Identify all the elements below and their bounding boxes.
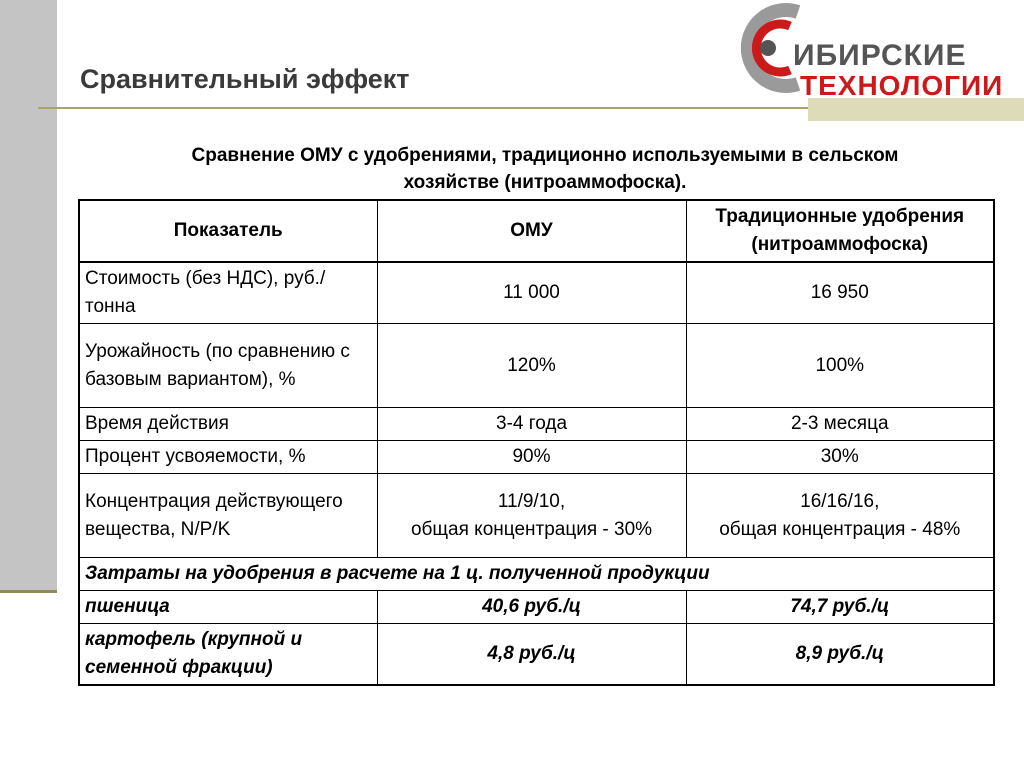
page-title: Сравнительный эффект bbox=[80, 64, 410, 94]
left-decor-line bbox=[0, 590, 57, 593]
row-omu-value: 40,6 руб./ц bbox=[377, 591, 686, 624]
omu-concentration: общая концентрация - 30% bbox=[410, 518, 653, 540]
row-trad-value bbox=[686, 474, 994, 558]
logo-text-line2: ТЕХНОЛОГИИ bbox=[800, 70, 1004, 101]
table-row bbox=[79, 262, 994, 324]
row-omu-value: 4,8 руб./ц bbox=[377, 624, 686, 686]
table-caption bbox=[90, 142, 1000, 196]
row-indicator: Процент усвояемости, % bbox=[79, 441, 377, 474]
row-trad-value: 2-3 месяца bbox=[686, 408, 994, 441]
omu-ratio: 11/9/10, bbox=[497, 490, 566, 512]
table-row bbox=[79, 408, 994, 441]
row-trad-value: 74,7 руб./ц bbox=[686, 591, 994, 624]
header-traditional: Традиционные удобрения (нитроаммофоска) bbox=[686, 200, 994, 262]
table-row bbox=[79, 441, 994, 474]
table-row bbox=[79, 624, 994, 686]
caption-line-1: Сравнение ОМУ с удобрениями, традиционно используемыми в сельском bbox=[191, 145, 899, 166]
row-trad-value: 30% bbox=[686, 441, 994, 474]
caption-line-2: хозяйстве (нитроаммофоска). bbox=[403, 172, 687, 193]
section-header-row bbox=[79, 558, 994, 591]
table-row bbox=[79, 324, 994, 408]
left-decor-band bbox=[0, 0, 57, 590]
table-row bbox=[79, 591, 994, 624]
header-omu: ОМУ bbox=[377, 200, 686, 262]
table-header-row bbox=[79, 200, 994, 262]
row-omu-value: 120% bbox=[377, 324, 686, 408]
row-indicator: Концентрация действующего вещества, N/P/K bbox=[79, 474, 377, 558]
logo-text-line1: ИБИРСКИЕ bbox=[793, 39, 967, 72]
row-indicator: картофель (крупной и семенной фракции) bbox=[79, 624, 377, 686]
row-trad-value: 100% bbox=[686, 324, 994, 408]
comparison-table bbox=[78, 199, 995, 686]
row-omu-value bbox=[377, 474, 686, 558]
header-indicator: Показатель bbox=[79, 200, 377, 262]
row-omu-value: 11 000 bbox=[377, 262, 686, 324]
row-omu-value: 90% bbox=[377, 441, 686, 474]
row-omu-value: 3-4 года bbox=[377, 408, 686, 441]
trad-ratio: 16/16/16, bbox=[800, 490, 880, 512]
row-indicator: Время действия bbox=[79, 408, 377, 441]
trad-concentration: общая концентрация - 48% bbox=[719, 518, 961, 540]
section-header: Затраты на удобрения в расчете на 1 ц. полученной продукции bbox=[79, 558, 994, 591]
row-indicator: пшеница bbox=[79, 591, 377, 624]
row-trad-value: 8,9 руб./ц bbox=[686, 624, 994, 686]
row-trad-value: 16 950 bbox=[686, 262, 994, 324]
row-indicator: Урожайность (по сравнению с базовым вариантом), % bbox=[79, 324, 377, 408]
row-indicator: Стоимость (без НДС), руб./тонна bbox=[79, 262, 377, 324]
table-row bbox=[79, 474, 994, 558]
